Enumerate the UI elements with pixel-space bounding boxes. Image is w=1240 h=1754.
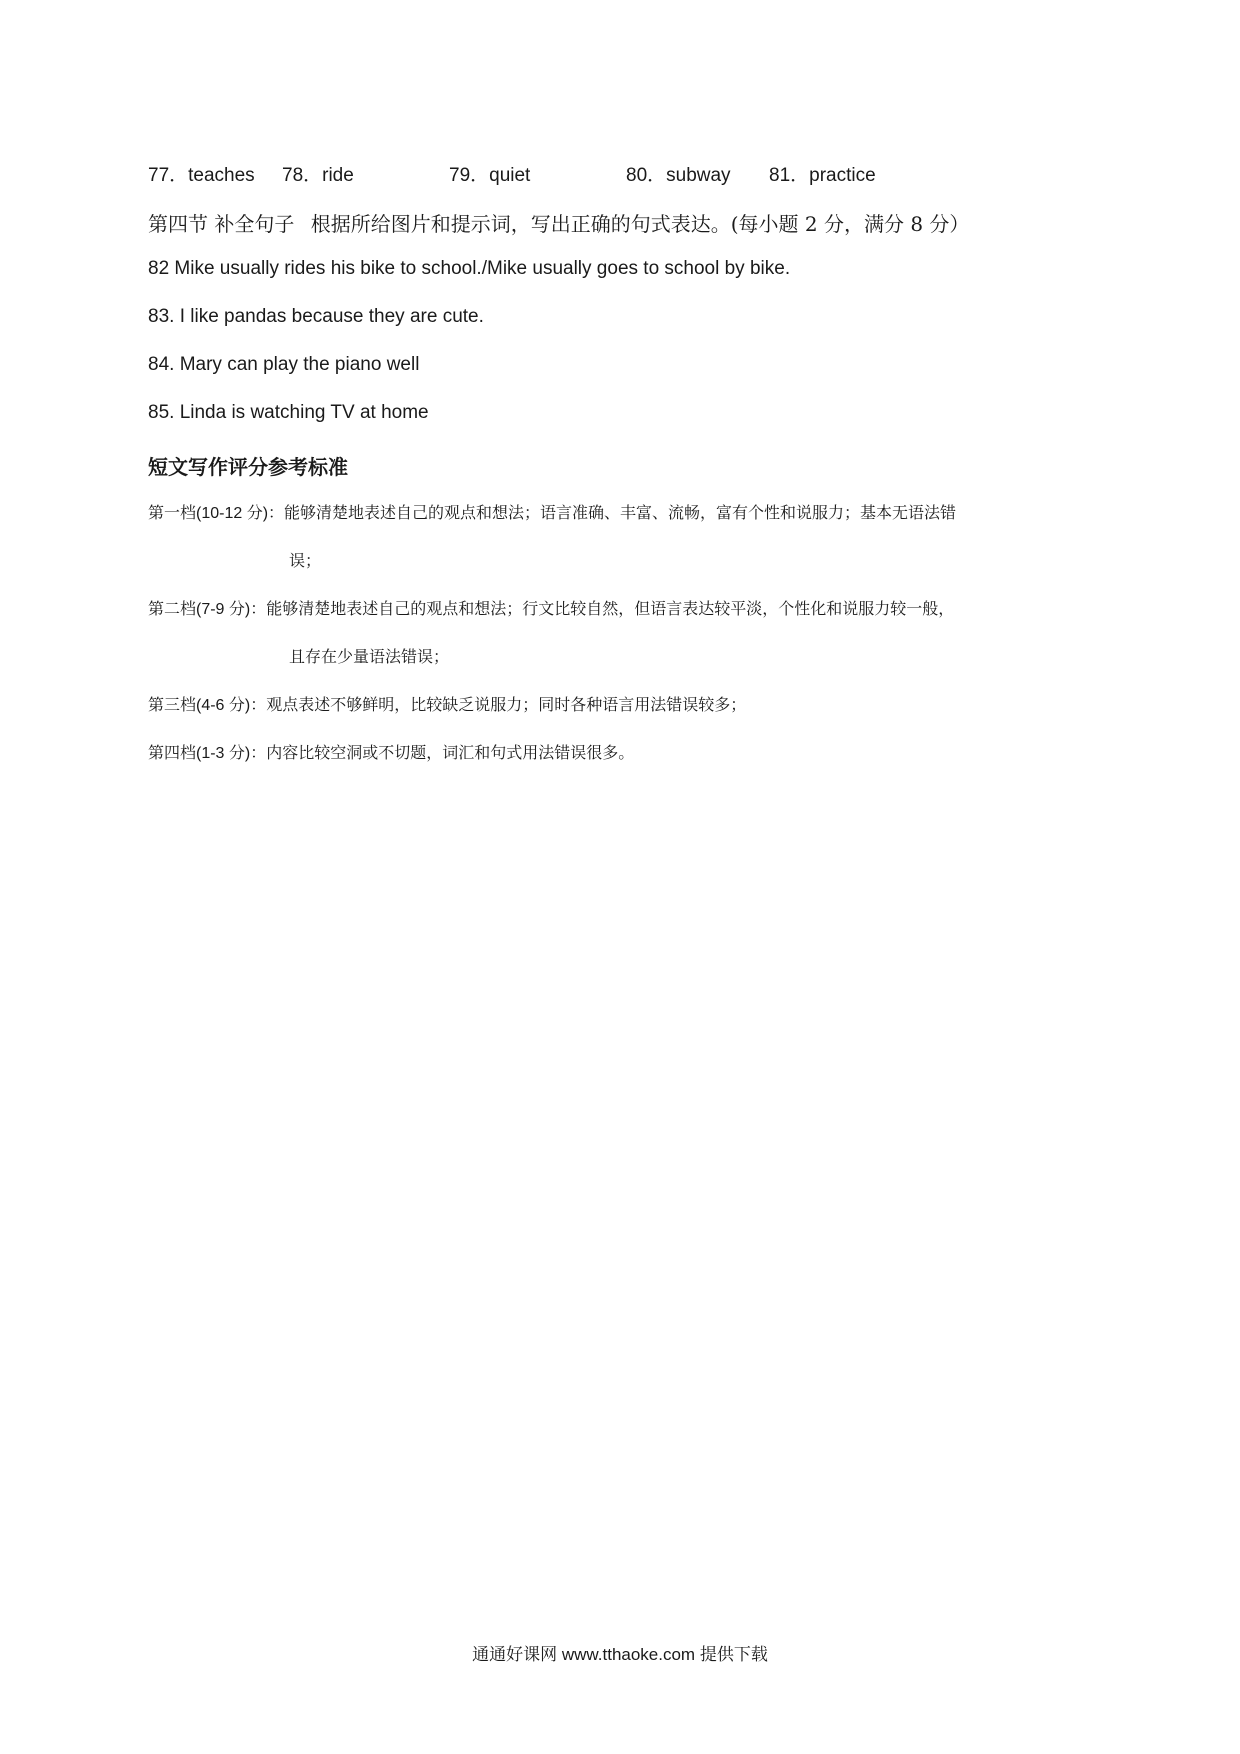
sentence-85: 85. Linda is watching TV at home: [148, 402, 429, 423]
level-1-line-2: 误；: [289, 553, 322, 570]
level-1-line-1: 第一档(10-12 分)：能够清楚地表述自己的观点和想法；语言准确、丰富、流畅，富有个性和说服力；基本无语法错: [148, 505, 957, 522]
sentence-82: 82 Mike usually rides his bike to school./Mike usually goes to school by bike.: [148, 258, 791, 279]
section-4-title: [148, 208, 969, 237]
writing-criteria-heading: 短文写作评分参考标准: [148, 457, 348, 479]
answer-78: 78．ride: [282, 165, 354, 186]
answer-79: 79．quiet: [449, 165, 531, 186]
level-4-line-1: 第四档(1-3 分)：内容比较空洞或不切题，词汇和句式用法错误很多。: [148, 745, 635, 762]
page-footer: 通通好课网 www.tthaoke.com 提供下载: [472, 1645, 768, 1664]
answer-80: 80．subway: [626, 165, 731, 186]
section-4-instruction: 根据所给图片和提示词，写出正确的句式表达。(每小题 2 分，满分 8 分）: [310, 212, 970, 236]
sentence-84: 84. Mary can play the piano well: [148, 354, 420, 375]
level-2-line-1: 第二档(7-9 分)：能够清楚地表述自己的观点和想法；行文比较自然，但语言表达较平淡，个性化和说服力较一般，: [148, 601, 955, 618]
section-4-heading: 第四节 补全句子: [148, 212, 295, 236]
level-2-line-2: 且存在少量语法错误；: [289, 649, 450, 666]
level-3-line-1: 第三档(4-6 分)：观点表述不够鲜明，比较缺乏说服力；同时各种语言用法错误较多；: [148, 697, 747, 714]
sentence-83: 83. I like pandas because they are cute.: [148, 306, 484, 327]
answer-77: 77．teaches: [148, 165, 255, 186]
answer-81: 81．practice: [769, 165, 876, 186]
